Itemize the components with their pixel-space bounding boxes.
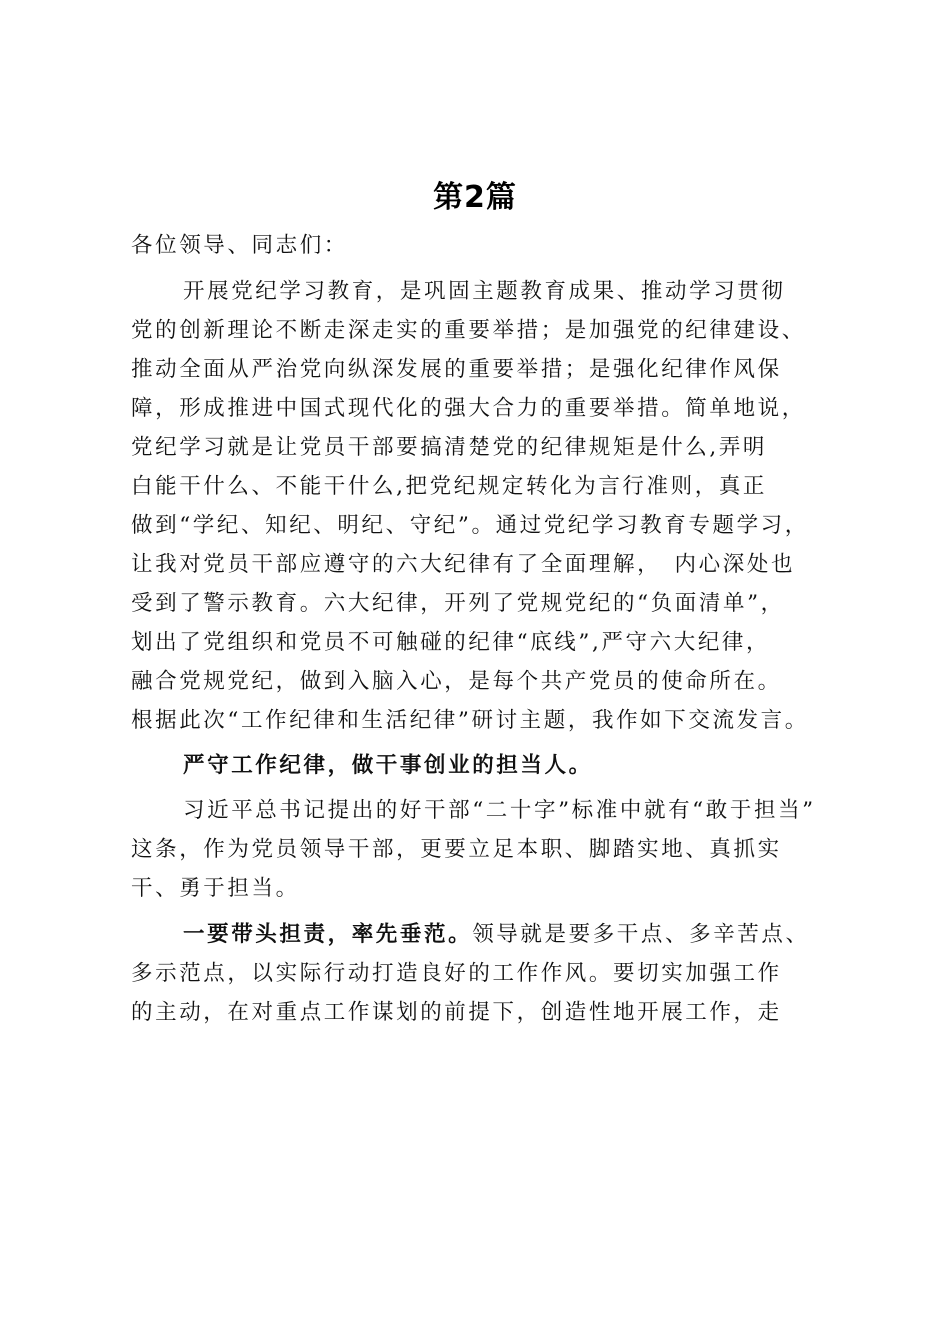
paragraph-line: 这条，作为党员领导干部，更要立足本职、脚踏实地、真抓实 <box>131 837 782 862</box>
paragraph-lead-by-example <box>131 915 846 1032</box>
paragraph-line: 融合党规党纪，做到入脑入心，是每个共产党员的使命所在。 <box>131 669 782 694</box>
document-body <box>131 226 846 1032</box>
document-title: 第2篇 <box>433 180 517 215</box>
paragraph-line: 障，形成推进中国式现代化的强大合力的重要举措。简单地说， <box>131 396 806 421</box>
paragraph-line: 根据此次“工作纪律和生活纪律”研讨主题，我作如下交流发言。 <box>131 708 809 733</box>
paragraph-line: 开展党纪学习教育，是巩固主题教育成果、推动学习贯彻 <box>183 279 786 304</box>
paragraph-line: 党的创新理论不断走深走实的重要举措；是加强党的纪律建设、 <box>131 318 806 343</box>
paragraph-line: 习近平总书记提出的好干部“二十字”标准中就有“敢于担当” <box>183 798 816 823</box>
paragraph-line: 白能干什么、不能干什么,把党纪规定转化为言行准则，真正 <box>131 474 768 499</box>
paragraph-line: 党纪学习就是让党员干部要搞清楚党的纪律规矩是什么,弄明 <box>131 435 768 460</box>
paragraph-line: 多示范点，以实际行动打造良好的工作作风。要切实加强工作 <box>131 961 782 986</box>
paragraph-line: 干、勇于担当。 <box>131 876 300 901</box>
paragraph-standards <box>131 791 846 908</box>
paragraph-line: 推动全面从严治党向纵深发展的重要举措；是强化纪律作风保 <box>131 357 782 382</box>
paragraph-lead: 一要带头担责，率先垂范。 <box>183 922 473 947</box>
salutation: 各位领导、同志们： <box>131 233 348 258</box>
section-heading: 严守工作纪律，做干事创业的担当人。 <box>183 753 593 778</box>
paragraph-line: 让我对党员干部应遵守的六大纪律有了全面理解， 内心深处也 <box>131 552 796 577</box>
paragraph-line: 做到“学纪、知纪、明纪、守纪”。通过党纪学习教育专题学习， <box>131 513 809 538</box>
paragraph-intro <box>131 272 846 740</box>
paragraph-line: 划出了党组织和党员不可触碰的纪律“底线”,严守六大纪律， <box>131 630 771 655</box>
paragraph-line <box>131 915 846 954</box>
paragraph-line: 受到了警示教育。六大纪律，开列了党规党纪的“负面清单”， <box>131 591 785 616</box>
paragraph-line: 的主动，在对重点工作谋划的前提下，创造性地开展工作，走 <box>131 1000 782 1025</box>
paragraph-lead-rest: 领导就是要多干点、多辛苦点、 <box>472 922 810 947</box>
